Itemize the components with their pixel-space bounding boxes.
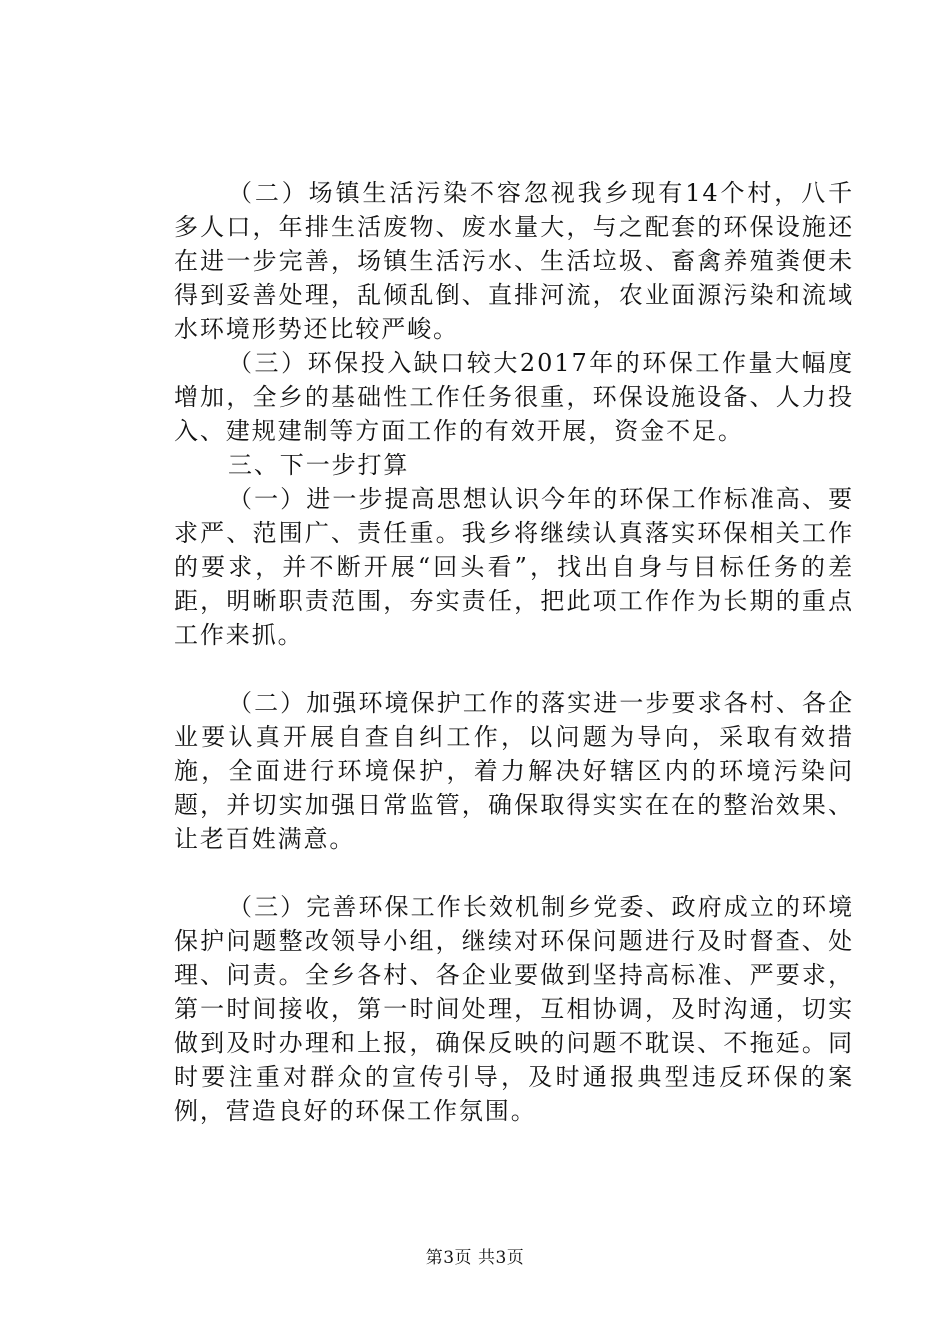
paragraph-long-term-mechanism: （三）完善环保工作长效机制乡党委、政府成立的环境保护问题整改领导小组，继续对环保问题进行及时督查、处理、问责。全乡各村、各企业要做到坚持高标准、严要求，第一时间接收，第一时间处理，互相协调，及时沟通，切实做到及时办理和上报，确保反映的问题不耽误、不拖延。同时要注重对群众的宣传引导，及时通报典型违反环保的案例，营造良好的环保工作氛围。	[174, 893, 854, 1125]
paragraph-improve-awareness: （一）进一步提高思想认识今年的环保工作标准高、要求严、范围广、责任重。我乡将继续认真落实环保相关工作的要求，并不断开展“回头看”，找出自身与目标任务的差距，明晰职责范围，夯实责任，把此项工作作为长期的重点工作来抓。	[174, 485, 854, 649]
document-body	[174, 176, 854, 1128]
page-number-footer: 第3页 共3页	[425, 1248, 525, 1268]
section-heading-next-steps: 三、下一步打算	[228, 451, 410, 479]
paragraph-funding-gap: （三）环保投入缺口较大2017年的环保工作量大幅度增加，全乡的基础性工作任务很重，环保设施设备、人力投入、建规建制等方面工作的有效开展，资金不足。	[174, 349, 854, 445]
paragraph-town-pollution: （二）场镇生活污染不容忽视我乡现有14个村，八千多人口，年排生活废物、废水量大，与之配套的环保设施还在进一步完善，场镇生活污水、生活垃圾、畜禽养殖粪便未得到妥善处理，乱倾乱倒、直排河流，农业面源污染和流域水环境形势还比较严峻。	[174, 179, 854, 343]
paragraph-strengthen-implementation: （二）加强环境保护工作的落实进一步要求各村、各企业要认真开展自查自纠工作，以问题为导向，采取有效措施，全面进行环境保护，着力解决好辖区内的环境污染问题，并切实加强日常监管，确保取得实实在在的整治效果、让老百姓满意。	[174, 689, 854, 853]
